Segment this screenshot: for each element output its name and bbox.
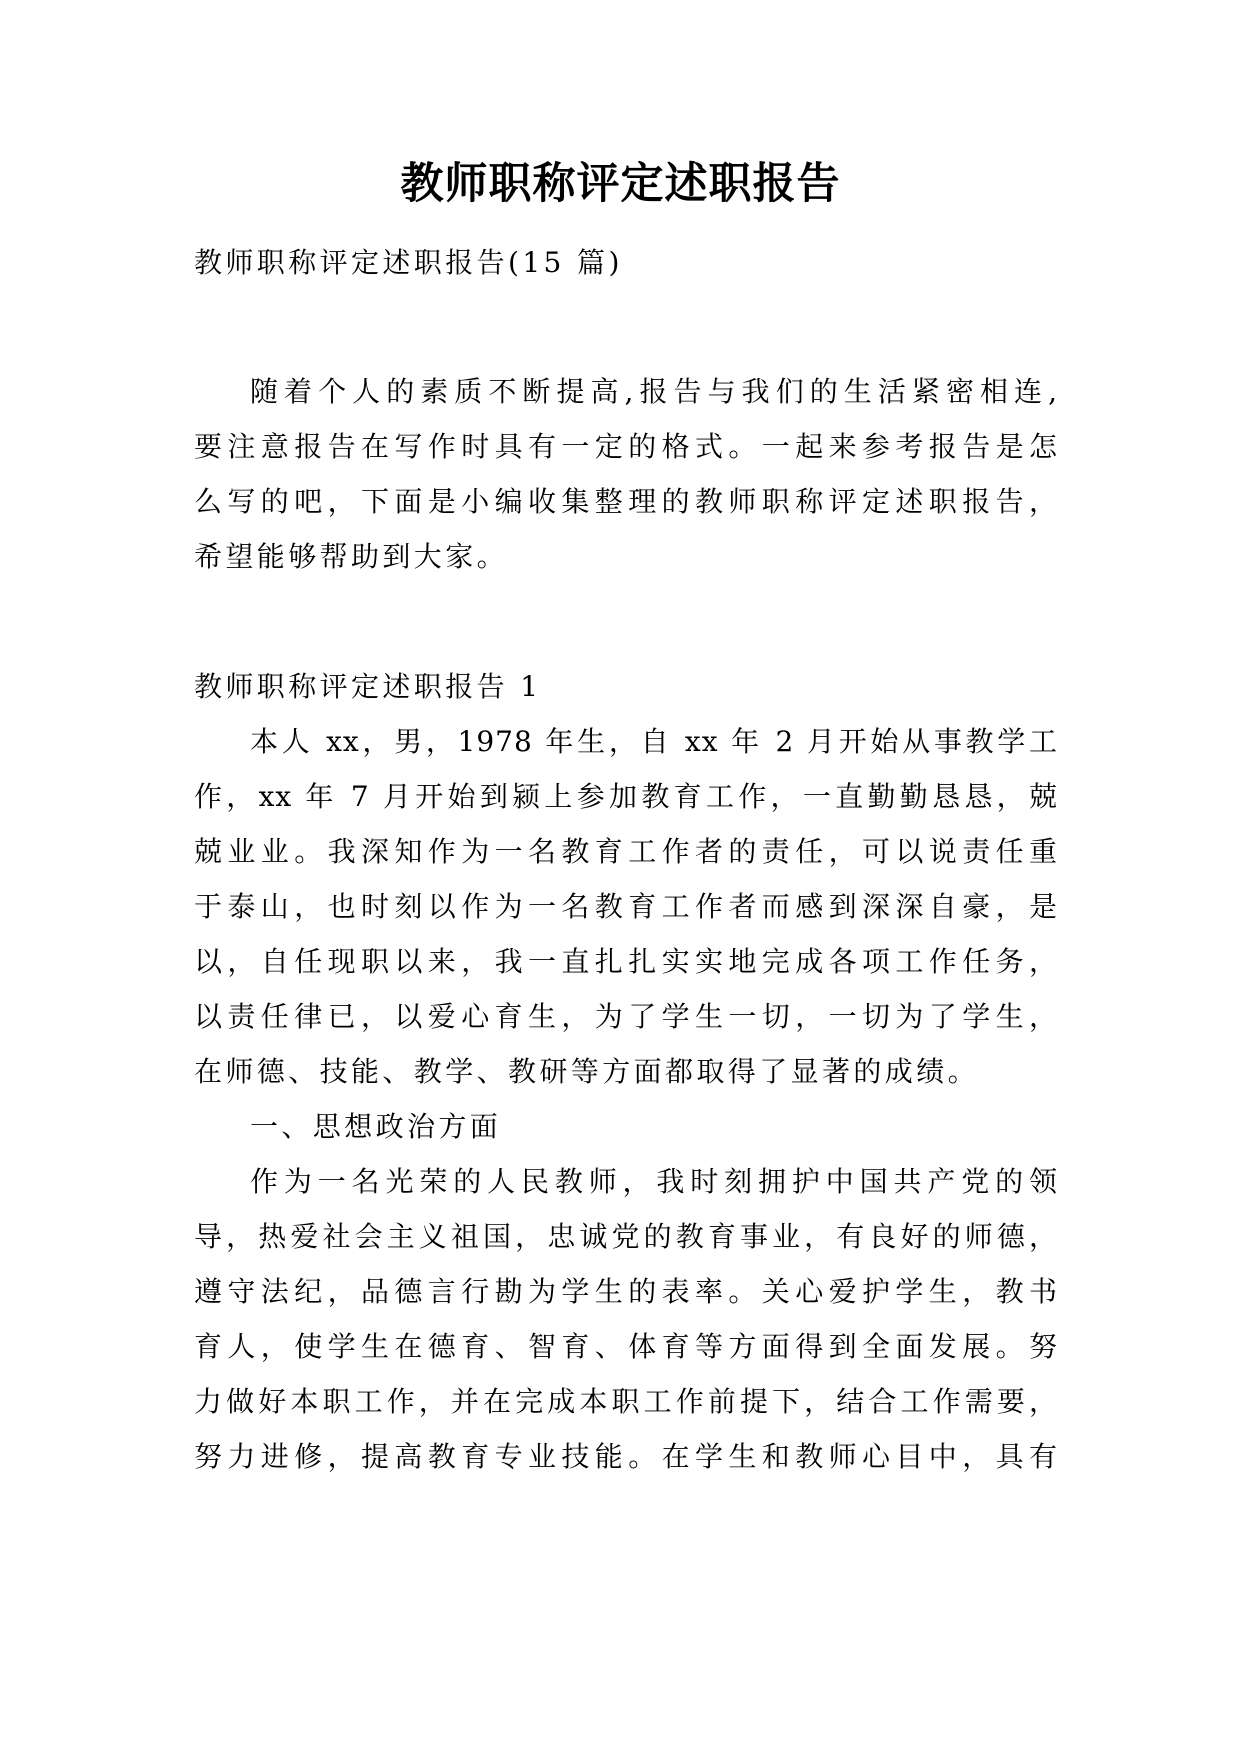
paragraph-line: 兢业业。我深知作为一名教育工作者的责任，可以说责任重 xyxy=(194,835,1058,868)
paragraph-line: 以，自任现职以来，我一直扎扎实实地完成各项工作任务， xyxy=(194,945,1058,978)
intro-line: 么写的吧，下面是小编收集整理的教师职称评定述职报告， xyxy=(194,485,1058,518)
subheading: 一、思想政治方面 xyxy=(250,1110,502,1143)
paragraph-line: 在师德、技能、教学、教研等方面都取得了显著的成绩。 xyxy=(194,1055,980,1088)
intro-line: 要注意报告在写作时具有一定的格式。一起来参考报告是怎 xyxy=(194,430,1058,463)
paragraph-line: 作，xx 年 7 月开始到颍上参加教育工作，一直勤勤恳恳，兢 xyxy=(194,780,1058,813)
paragraph-line: 导，热爱社会主义祖国，忠诚党的教育事业，有良好的师德， xyxy=(194,1220,1058,1253)
paragraph-line: 力做好本职工作，并在完成本职工作前提下，结合工作需要， xyxy=(194,1385,1058,1418)
paragraph-line: 以责任律已，以爱心育生，为了学生一切，一切为了学生， xyxy=(194,1000,1058,1033)
paragraph-line: 遵守法纪，品德言行勘为学生的表率。关心爱护学生，教书 xyxy=(194,1275,1058,1308)
intro-line: 随着个人的素质不断提高,报告与我们的生活紧密相连, xyxy=(250,375,1058,408)
document-subtitle: 教师职称评定述职报告(15 篇) xyxy=(194,246,623,279)
paragraph-line: 本人 xx，男，1978 年生，自 xx 年 2 月开始从事教学工 xyxy=(250,725,1058,758)
document-title: 教师职称评定述职报告 xyxy=(400,159,841,209)
paragraph-line: 作为一名光荣的人民教师，我时刻拥护中国共产党的领 xyxy=(250,1165,1058,1198)
section-heading: 教师职称评定述职报告 1 xyxy=(194,670,542,703)
paragraph-line: 育人，使学生在德育、智育、体育等方面得到全面发展。努 xyxy=(194,1330,1058,1363)
paragraph-line: 于泰山，也时刻以作为一名教育工作者而感到深深自豪，是 xyxy=(194,890,1058,923)
paragraph-line: 努力进修，提高教育专业技能。在学生和教师心目中，具有 xyxy=(194,1440,1058,1473)
intro-line: 希望能够帮助到大家。 xyxy=(194,540,509,573)
